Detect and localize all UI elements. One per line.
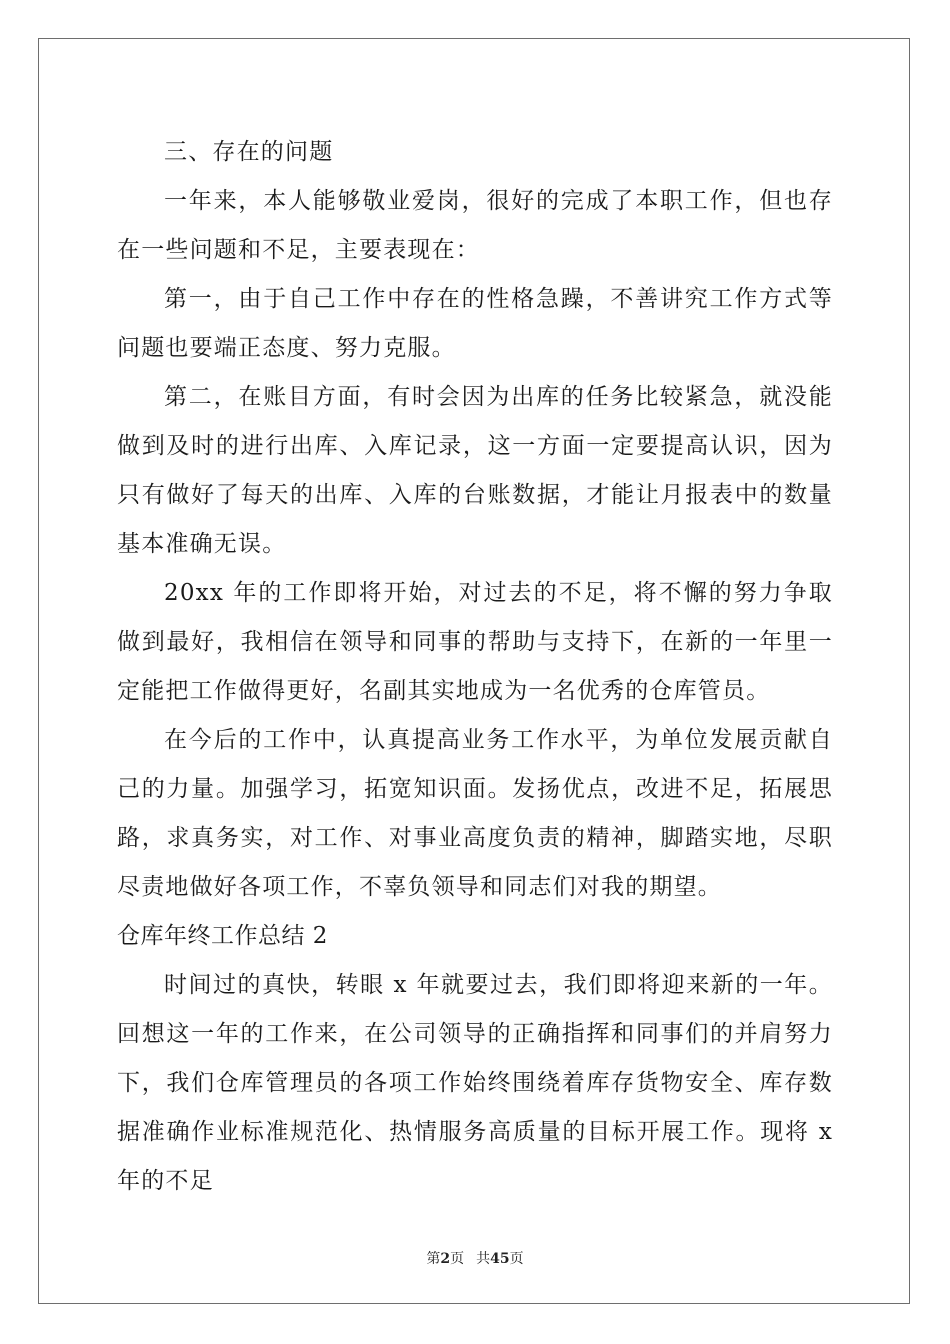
footer-prefix: 第 [426,1251,441,1267]
paragraph-intro: 一年来，本人能够敬业爱岗，很好的完成了本职工作，但也存在一些问题和不足，主要表现在： [117,188,833,263]
section-title-summary-2: 仓库年终工作总结 2 [117,923,328,949]
paragraph-first-issue: 第一，由于自己工作中存在的性格急躁，不善讲究工作方式等问题也要端正态度、努力克服。 [117,286,833,361]
paragraph-summary-2-intro: 时间过的真快，转眼 x 年就要过去，我们即将迎来新的一年。回想这一年的工作来，在公司领导的正确指挥和同事们的并肩努力下，我们仓库管理员的各项工作始终围绕着库存货物安全、库存数据准确作业标准规范化、热情服务高质量的目标开展工作。现将 x 年的不足 [117,972,833,1194]
page-footer [0,1248,950,1268]
footer-current-page: 2 [440,1251,451,1267]
document-body [117,128,833,1206]
section-heading-problems: 三、存在的问题 [164,139,334,165]
paragraph-future-work: 在今后的工作中，认真提高业务工作水平，为单位发展贡献自己的力量。加强学习，拓宽知识面。发扬优点，改进不足，拓展思路，求真务实，对工作、对事业高度负责的精神，脚踏实地，尽职尽责地做好各项工作，不辜负领导和同志们对我的期望。 [117,727,833,900]
footer-total-pages: 45 [490,1251,510,1267]
footer-total-suffix: 页 [509,1251,524,1267]
paragraph-second-issue: 第二，在账目方面，有时会因为出库的任务比较紧急，就没能做到及时的进行出库、入库记录，这一方面一定要提高认识，因为只有做好了每天的出库、入库的台账数据，才能让月报表中的数量基本准确无误。 [117,384,833,557]
paragraph-new-year: 20xx 年的工作即将开始，对过去的不足，将不懈的努力争取做到最好，我相信在领导和同事的帮助与支持下，在新的一年里一定能把工作做得更好，名副其实地成为一名优秀的仓库管员。 [117,580,833,704]
footer-total-prefix: 共 [476,1251,491,1267]
footer-page-suffix: 页 [450,1251,465,1267]
